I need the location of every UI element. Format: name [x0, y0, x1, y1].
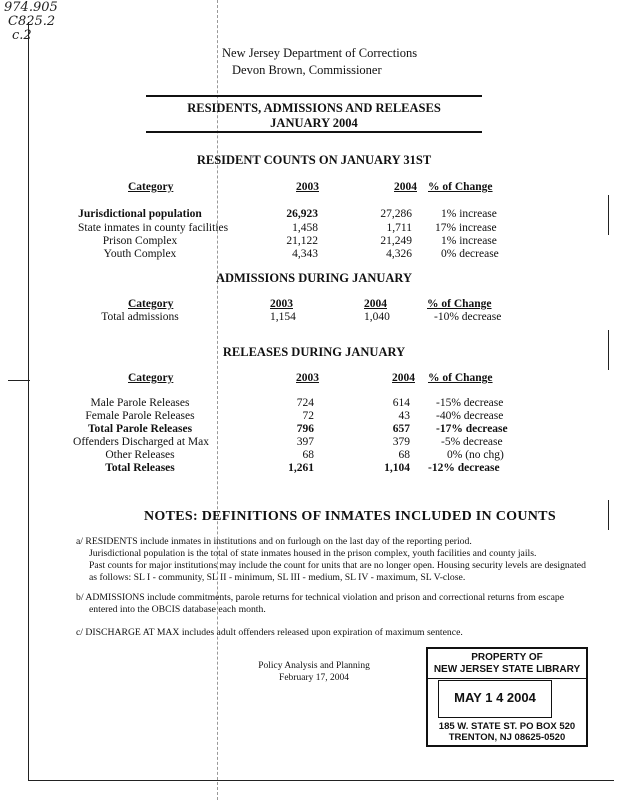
title-rule-bottom [146, 131, 482, 133]
table-row-label: Female Parole Releases [85, 410, 195, 422]
col-header-category: Category [128, 181, 174, 193]
table-row-label: Total Releases [105, 462, 175, 474]
stamp-divider [428, 678, 586, 679]
table-cell: 1,458 [292, 222, 318, 234]
table-cell: 68 [302, 449, 314, 461]
table-row-label: State inmates in county facilities [78, 222, 229, 234]
table-cell: 26,923 [286, 208, 318, 220]
stamp-line1: PROPERTY OF [471, 652, 543, 663]
commissioner-name: Devon Brown, Commissioner [232, 63, 382, 77]
table-row-label: Total admissions [101, 311, 179, 323]
scan-mark [608, 195, 609, 235]
footer-date: February 17, 2004 [279, 673, 349, 683]
table-cell: 397 [296, 436, 314, 448]
notes-title: NOTES: DEFINITIONS OF INMATES INCLUDED IN COUNTS [144, 509, 556, 524]
stamp-line2: NEW JERSEY STATE LIBRARY [433, 664, 581, 675]
report-title: RESIDENTS, ADMISSIONS AND RELEASES [187, 101, 441, 115]
title-rule-top [146, 95, 482, 97]
table-cell: 1% increase [441, 208, 497, 220]
table-cell: 614 [392, 397, 410, 409]
table-row-label: Youth Complex [103, 248, 177, 260]
table-cell: 796 [296, 423, 314, 435]
table-cell: 0% decrease [441, 248, 499, 260]
table-cell: 1,261 [288, 462, 314, 474]
table-cell: -10% decrease [434, 311, 502, 323]
page-border-bottom [28, 780, 614, 781]
stamp-date-box [438, 680, 552, 718]
table-cell: -12% decrease [428, 462, 500, 474]
scan-mark [608, 330, 609, 370]
table-cell: -17% decrease [436, 423, 508, 435]
table-row-label: Jurisdictional population [78, 208, 202, 220]
table-row-label: Total Parole Releases [87, 423, 193, 435]
table-cell: -40% decrease [436, 410, 504, 422]
table-row-label: Other Releases [105, 449, 175, 461]
note-residents: a/ RESIDENTS include inmates in institutions and on furlough on the last day of the reporting period. [76, 536, 472, 547]
note-admissions-cont: entered into the OBCIS database each month. [89, 604, 266, 615]
note-discharge: c/ DISCHARGE AT MAX includes adult offenders released upon expiration of maximum sentence. [76, 627, 463, 638]
table-cell: 657 [392, 423, 410, 435]
scan-mark [608, 500, 609, 530]
col-header-2003: 2003 [296, 372, 319, 384]
col-header-category: Category [128, 372, 174, 384]
note-admissions: b/ ADMISSIONS include commitments, parole returns for technical violation and prison and correctional returns from escape [76, 592, 565, 603]
table-cell: 1,154 [270, 311, 296, 323]
stamp-date: MAY 1 4 2004 [454, 690, 536, 705]
table-cell: 21,249 [380, 235, 412, 247]
admissions-heading: ADMISSIONS DURING JANUARY [215, 271, 413, 285]
col-header-change: % of Change [427, 298, 492, 310]
handwritten-call-number: 974.905 [4, 0, 58, 15]
handwritten-call-number: c.2 [12, 28, 32, 43]
col-header-category: Category [128, 298, 174, 310]
col-header-2003: 2003 [270, 298, 293, 310]
col-header-change: % of Change [428, 372, 493, 384]
releases-heading: RELEASES DURING JANUARY [222, 345, 406, 359]
table-cell: 1,104 [384, 462, 410, 474]
table-cell: 0% (no chg) [447, 449, 504, 461]
table-cell: 4,326 [386, 248, 412, 260]
table-row-label: Male Parole Releases [90, 397, 190, 409]
col-header-2004: 2004 [394, 181, 417, 193]
note-residents-cont: as follows: SL I - community, SL II - minimum, SL III - medium, SL IV - maximum, SL V-close. [89, 572, 466, 583]
scan-mark [8, 380, 30, 381]
table-cell: 1,040 [364, 311, 390, 323]
handwritten-call-number: C825.2 [8, 14, 56, 29]
report-period: JANUARY 2004 [270, 116, 358, 130]
col-header-2004: 2004 [392, 372, 415, 384]
table-cell: 21,122 [286, 235, 318, 247]
table-cell: 43 [398, 410, 410, 422]
footer-office: Policy Analysis and Planning [258, 661, 370, 671]
residents-heading: RESIDENT COUNTS ON JANUARY 31ST [196, 153, 432, 167]
department-name: New Jersey Department of Corrections [222, 46, 418, 60]
table-cell: 17% increase [435, 222, 497, 234]
col-header-change: % of Change [428, 181, 493, 193]
table-cell: 68 [398, 449, 410, 461]
library-stamp [426, 647, 588, 747]
col-header-2004: 2004 [364, 298, 387, 310]
table-row-label: Prison Complex [102, 235, 178, 247]
table-cell: 4,343 [292, 248, 318, 260]
stamp-address: 185 W. STATE ST. PO BOX 520 [438, 721, 576, 732]
table-cell: 72 [302, 410, 314, 422]
note-residents-cont: Past counts for major institutions may include the count for units that are no longer open. Housing security levels are designated [89, 560, 586, 571]
table-cell: -15% decrease [436, 397, 504, 409]
table-cell: -5% decrease [441, 436, 503, 448]
page-border-left [28, 22, 29, 780]
col-header-2003: 2003 [296, 181, 319, 193]
table-cell: 27,286 [380, 208, 412, 220]
table-cell: 1,711 [386, 222, 412, 234]
table-cell: 724 [296, 397, 314, 409]
table-row-label: Offenders Discharged at Max [73, 436, 209, 448]
table-cell: 379 [392, 436, 410, 448]
stamp-address: TRENTON, NJ 08625-0520 [448, 732, 566, 743]
note-residents-cont: Jurisdictional population is the total of state inmates housed in the prison complex, youth facilities and county jails. [89, 548, 537, 559]
table-cell: 1% increase [441, 235, 497, 247]
